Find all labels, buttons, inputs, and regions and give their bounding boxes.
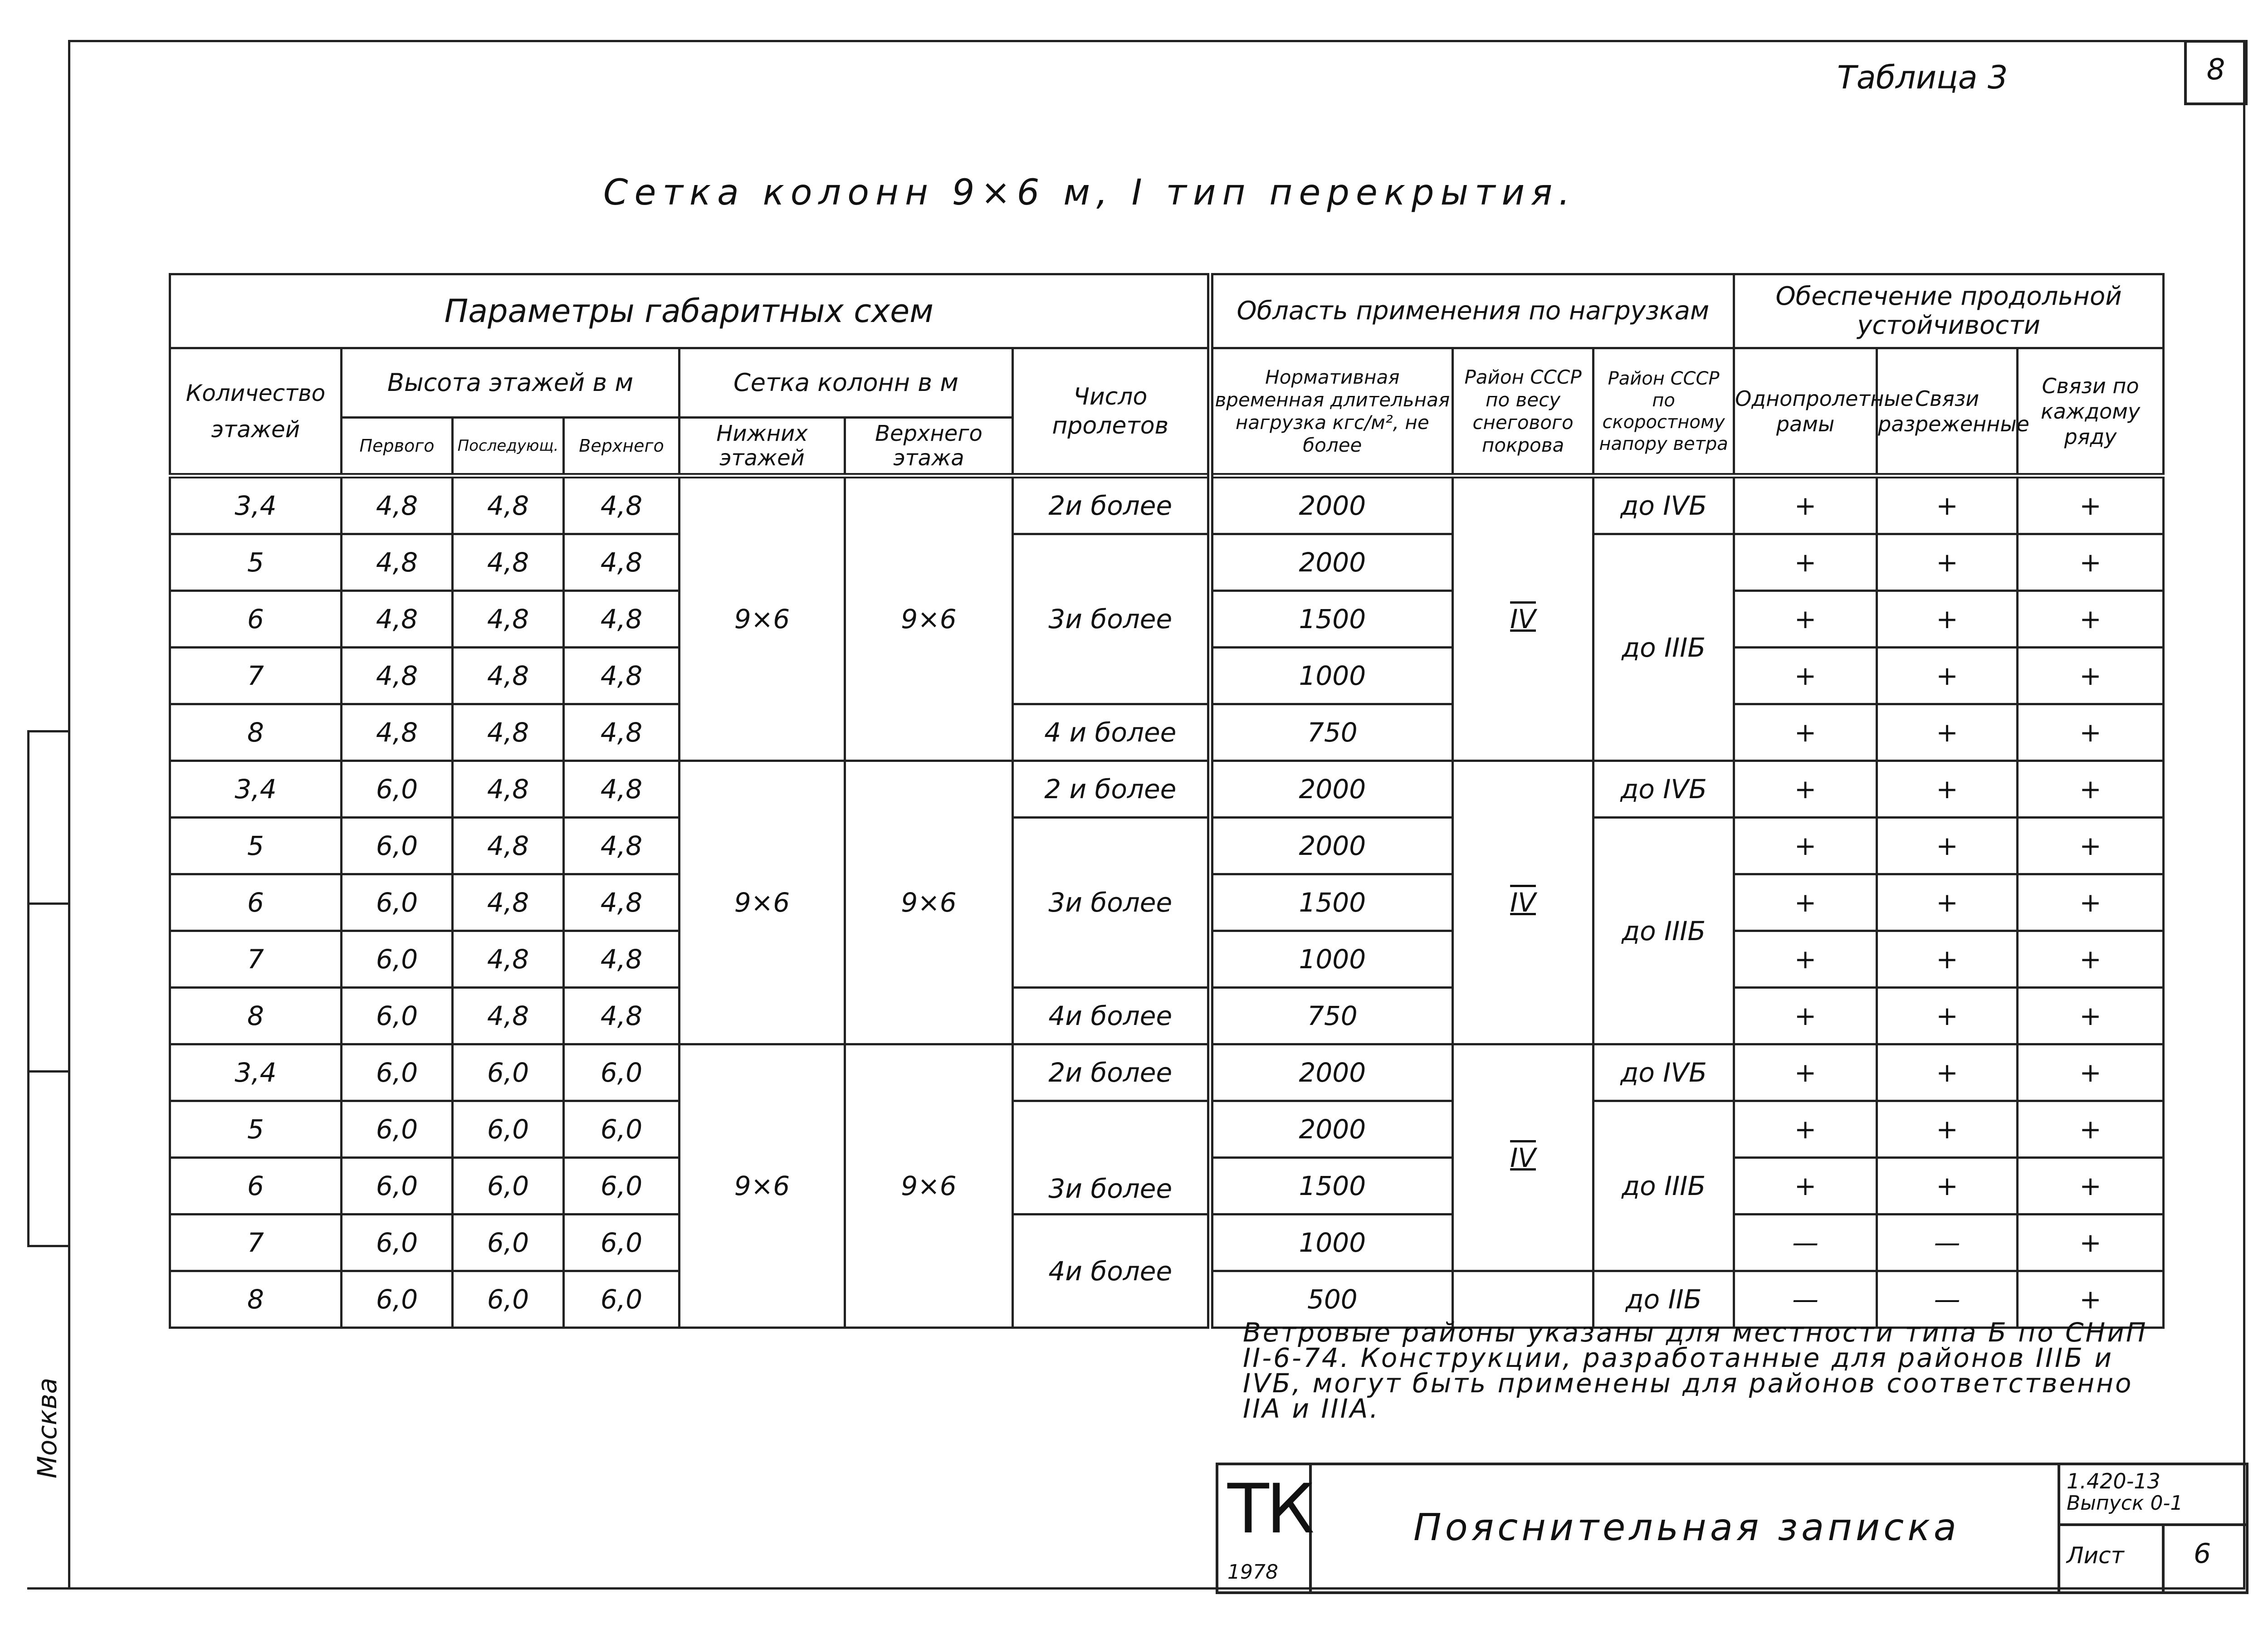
cell-load: 2000 bbox=[1210, 534, 1453, 591]
cell-grid-upper: 9×6 bbox=[845, 761, 1013, 1044]
header-floors-count: Количество этажей bbox=[170, 348, 342, 476]
cell-h2: 4,8 bbox=[453, 988, 564, 1044]
cell-h2: 4,8 bbox=[453, 648, 564, 704]
cell-load: 1500 bbox=[1210, 591, 1453, 648]
cell-h2: 4,8 bbox=[453, 591, 564, 648]
cell-grid-upper: 9×6 bbox=[845, 476, 1013, 761]
cell-floors: 3,4 bbox=[170, 1044, 342, 1101]
cell-bracing-each-row: + bbox=[2018, 931, 2164, 988]
cell-sparse-bracing: + bbox=[1877, 1044, 2018, 1101]
cell-h2: 6,0 bbox=[453, 1215, 564, 1271]
cell-wind-region: до IIБ bbox=[1593, 1271, 1734, 1328]
header-height-last: Последующ. bbox=[453, 418, 564, 476]
cell-h3: 4,8 bbox=[564, 534, 679, 591]
cell-load: 2000 bbox=[1210, 1044, 1453, 1101]
header-grid-upper: Верхнего этажа bbox=[845, 418, 1013, 476]
cell-sparse-bracing: + bbox=[1877, 476, 2018, 534]
cell-sparse-bracing: + bbox=[1877, 874, 2018, 931]
cell-single-span-frames: + bbox=[1734, 761, 1877, 818]
cell-spans: 2и более bbox=[1013, 1044, 1210, 1101]
binding-strip-divider bbox=[27, 902, 68, 905]
cell-h3: 6,0 bbox=[564, 1044, 679, 1101]
header-snow-region: Район СССР по весу снегового покрова bbox=[1453, 348, 1593, 476]
cell-bracing-each-row: + bbox=[2018, 704, 2164, 761]
stamp-issue: Выпуск 0-1 bbox=[2067, 1492, 2183, 1515]
cell-h1: 6,0 bbox=[342, 874, 453, 931]
cell-h1: 4,8 bbox=[342, 534, 453, 591]
cell-h1: 4,8 bbox=[342, 476, 453, 534]
cell-spans: 3и более bbox=[1013, 818, 1210, 988]
cell-bracing-each-row: + bbox=[2018, 1271, 2164, 1328]
cell-h1: 6,0 bbox=[342, 1158, 453, 1215]
cell-bracing-each-row: + bbox=[2018, 1101, 2164, 1158]
cell-h2: 4,8 bbox=[453, 874, 564, 931]
cell-wind-region: до IVБ bbox=[1593, 1044, 1734, 1101]
cell-h2: 4,8 bbox=[453, 761, 564, 818]
main-table bbox=[169, 273, 2165, 1329]
stamp-sheet-divider bbox=[2162, 1523, 2165, 1591]
cell-sparse-bracing: + bbox=[1877, 591, 2018, 648]
cell-bracing-each-row: + bbox=[2018, 874, 2164, 931]
cell-single-span-frames: + bbox=[1734, 818, 1877, 874]
binding-strip bbox=[27, 730, 69, 1247]
header-height-top: Верхнего bbox=[564, 418, 679, 476]
cell-load: 1000 bbox=[1210, 648, 1453, 704]
cell-sparse-bracing: — bbox=[1877, 1215, 2018, 1271]
stamp-sheet-label: Лист bbox=[2067, 1542, 2124, 1569]
cell-floors: 8 bbox=[170, 988, 342, 1044]
cell-sparse-bracing: + bbox=[1877, 1158, 2018, 1215]
cell-h2: 4,8 bbox=[453, 534, 564, 591]
sheet-number: 8 bbox=[2184, 40, 2248, 105]
cell-h1: 4,8 bbox=[342, 704, 453, 761]
cell-h1: 6,0 bbox=[342, 761, 453, 818]
cell-floors: 3,4 bbox=[170, 476, 342, 534]
header-wind-region: Район СССР по скоростному напору ветра bbox=[1593, 348, 1734, 476]
cell-spans: 3и более bbox=[1013, 1101, 1210, 1215]
page-title: Сетка колонн 9×6 м, I тип перекрытия. bbox=[603, 172, 1576, 213]
cell-h2: 6,0 bbox=[453, 1271, 564, 1328]
cell-sparse-bracing: + bbox=[1877, 818, 2018, 874]
stamp-code: 1.420-13 bbox=[2067, 1469, 2160, 1493]
cell-wind-region: до IIIБ bbox=[1593, 818, 1734, 1044]
cell-single-span-frames: + bbox=[1734, 534, 1877, 591]
table-label: Таблица 3 bbox=[1837, 59, 2008, 96]
cell-floors: 8 bbox=[170, 1271, 342, 1328]
cell-single-span-frames: + bbox=[1734, 874, 1877, 931]
cell-floors: 7 bbox=[170, 931, 342, 988]
cell-h3: 6,0 bbox=[564, 1158, 679, 1215]
cell-load: 750 bbox=[1210, 704, 1453, 761]
cell-h2: 6,0 bbox=[453, 1044, 564, 1101]
cell-load: 1500 bbox=[1210, 1158, 1453, 1215]
cell-floors: 6 bbox=[170, 874, 342, 931]
cell-spans: 2 и более bbox=[1013, 761, 1210, 818]
cell-spans: 4и более bbox=[1013, 1215, 1210, 1328]
cell-sparse-bracing: + bbox=[1877, 1101, 2018, 1158]
cell-load: 750 bbox=[1210, 988, 1453, 1044]
cell-load: 2000 bbox=[1210, 476, 1453, 534]
cell-h1: 6,0 bbox=[342, 1044, 453, 1101]
cell-h3: 6,0 bbox=[564, 1101, 679, 1158]
cell-bracing-each-row: + bbox=[2018, 988, 2164, 1044]
cell-wind-region: до IVБ bbox=[1593, 761, 1734, 818]
cell-load: 1000 bbox=[1210, 1215, 1453, 1271]
cell-sparse-bracing: — bbox=[1877, 1271, 2018, 1328]
header-height-first: Первого bbox=[342, 418, 453, 476]
cell-h3: 4,8 bbox=[564, 931, 679, 988]
cell-bracing-each-row: + bbox=[2018, 591, 2164, 648]
frame-top-line bbox=[68, 40, 2245, 42]
cell-h2: 4,8 bbox=[453, 818, 564, 874]
cell-h3: 4,8 bbox=[564, 818, 679, 874]
cell-h1: 6,0 bbox=[342, 1101, 453, 1158]
cell-sparse-bracing: + bbox=[1877, 704, 2018, 761]
cell-load: 2000 bbox=[1210, 761, 1453, 818]
cell-h1: 4,8 bbox=[342, 648, 453, 704]
header-spans: Число пролетов bbox=[1013, 348, 1210, 476]
cell-h2: 4,8 bbox=[453, 931, 564, 988]
cell-bracing-each-row: + bbox=[2018, 1215, 2164, 1271]
cell-h1: 6,0 bbox=[342, 1271, 453, 1328]
cell-h3: 4,8 bbox=[564, 704, 679, 761]
cell-single-span-frames: + bbox=[1734, 988, 1877, 1044]
cell-floors: 5 bbox=[170, 818, 342, 874]
cell-h3: 6,0 bbox=[564, 1215, 679, 1271]
cell-wind-region: до IIIБ bbox=[1593, 534, 1734, 761]
cell-h1: 6,0 bbox=[342, 1215, 453, 1271]
cell-bracing-each-row: + bbox=[2018, 534, 2164, 591]
cell-sparse-bracing: + bbox=[1877, 761, 2018, 818]
cell-h2: 6,0 bbox=[453, 1101, 564, 1158]
cell-grid-lower: 9×6 bbox=[679, 476, 845, 761]
header-floor-height: Высота этажей в м bbox=[342, 348, 679, 418]
cell-wind-region: до IVБ bbox=[1593, 476, 1734, 534]
cell-sparse-bracing: + bbox=[1877, 648, 2018, 704]
cell-h3: 4,8 bbox=[564, 988, 679, 1044]
cell-h1: 6,0 bbox=[342, 931, 453, 988]
cell-bracing-each-row: + bbox=[2018, 648, 2164, 704]
stamp-year: 1978 bbox=[1227, 1561, 1278, 1584]
cell-h3: 4,8 bbox=[564, 648, 679, 704]
header-sparse-bracing: Связи разреженные bbox=[1877, 348, 2018, 476]
cell-h1: 6,0 bbox=[342, 818, 453, 874]
cell-snow-region: IV bbox=[1453, 761, 1593, 1044]
cell-h2: 6,0 bbox=[453, 1158, 564, 1215]
cell-load: 2000 bbox=[1210, 818, 1453, 874]
cell-sparse-bracing: + bbox=[1877, 988, 2018, 1044]
cell-floors: 6 bbox=[170, 1158, 342, 1215]
logo-text: ТК bbox=[1227, 1470, 1312, 1549]
cell-grid-upper: 9×6 bbox=[845, 1044, 1013, 1328]
cell-spans: 4и более bbox=[1013, 988, 1210, 1044]
cell-wind-region: до IIIБ bbox=[1593, 1101, 1734, 1271]
cell-h3: 4,8 bbox=[564, 761, 679, 818]
cell-snow-region: IV bbox=[1453, 1044, 1593, 1271]
cell-bracing-each-row: + bbox=[2018, 761, 2164, 818]
cell-bracing-each-row: + bbox=[2018, 1044, 2164, 1101]
cell-h1: 6,0 bbox=[342, 988, 453, 1044]
binding-strip-divider bbox=[27, 1070, 68, 1073]
side-label: Москва bbox=[32, 1377, 63, 1478]
frame-right-line bbox=[2243, 40, 2245, 1589]
title-block-right-divider bbox=[2058, 1465, 2060, 1591]
cell-single-span-frames: + bbox=[1734, 1158, 1877, 1215]
stamp-sheet-value: 6 bbox=[2194, 1538, 2211, 1570]
cell-sparse-bracing: + bbox=[1877, 534, 2018, 591]
cell-spans: 3и более bbox=[1013, 534, 1210, 704]
cell-h3: 6,0 bbox=[564, 1271, 679, 1328]
header-grid-lower: Нижних этажей bbox=[679, 418, 845, 476]
cell-single-span-frames: — bbox=[1734, 1215, 1877, 1271]
cell-bracing-each-row: + bbox=[2018, 1158, 2164, 1215]
cell-h2: 4,8 bbox=[453, 704, 564, 761]
cell-h3: 4,8 bbox=[564, 476, 679, 534]
cell-single-span-frames: + bbox=[1734, 704, 1877, 761]
cell-load: 1500 bbox=[1210, 874, 1453, 931]
cell-bracing-each-row: + bbox=[2018, 818, 2164, 874]
cell-single-span-frames: + bbox=[1734, 648, 1877, 704]
cell-single-span-frames: + bbox=[1734, 1044, 1877, 1101]
cell-floors: 7 bbox=[170, 648, 342, 704]
title-block bbox=[1216, 1463, 2248, 1594]
cell-sparse-bracing: + bbox=[1877, 931, 2018, 988]
cell-single-span-frames: + bbox=[1734, 476, 1877, 534]
stamp-sheet-row-line bbox=[2058, 1523, 2246, 1526]
cell-floors: 3,4 bbox=[170, 761, 342, 818]
header-bracing-each-row: Связи по каждому ряду bbox=[2018, 348, 2164, 476]
cell-h1: 4,8 bbox=[342, 591, 453, 648]
cell-h2: 4,8 bbox=[453, 476, 564, 534]
group-header-application: Область применения по нагрузкам bbox=[1210, 274, 1734, 348]
cell-single-span-frames: + bbox=[1734, 1101, 1877, 1158]
cell-floors: 5 bbox=[170, 1101, 342, 1158]
cell-floors: 6 bbox=[170, 591, 342, 648]
header-load: Нормативная временная длительная нагрузка кгс/м², не более bbox=[1210, 348, 1453, 476]
cell-floors: 7 bbox=[170, 1215, 342, 1271]
cell-load: 500 bbox=[1210, 1271, 1453, 1328]
cell-single-span-frames: + bbox=[1734, 591, 1877, 648]
group-header-parameters: Параметры габаритных схем bbox=[170, 274, 1210, 348]
cell-floors: 5 bbox=[170, 534, 342, 591]
cell-h3: 4,8 bbox=[564, 874, 679, 931]
cell-snow-region: IV bbox=[1453, 476, 1593, 761]
cell-load: 2000 bbox=[1210, 1101, 1453, 1158]
cell-floors: 8 bbox=[170, 704, 342, 761]
cell-grid-lower: 9×6 bbox=[679, 1044, 845, 1328]
cell-grid-lower: 9×6 bbox=[679, 761, 845, 1044]
cell-h3: 4,8 bbox=[564, 591, 679, 648]
cell-bracing-each-row: + bbox=[2018, 476, 2164, 534]
cell-single-span-frames: + bbox=[1734, 931, 1877, 988]
cell-load: 1000 bbox=[1210, 931, 1453, 988]
header-grid: Сетка колонн в м bbox=[679, 348, 1013, 418]
group-header-stability: Обеспечение продольной устойчивости bbox=[1734, 274, 2164, 348]
cell-spans: 2и более bbox=[1013, 476, 1210, 534]
header-single-span-frames: Однопролетные рамы bbox=[1734, 348, 1877, 476]
cell-spans: 4 и более bbox=[1013, 704, 1210, 761]
stamp-title: Пояснительная записка bbox=[1413, 1506, 1960, 1549]
cell-single-span-frames: — bbox=[1734, 1271, 1877, 1328]
footnote: Ветровые районы указаны для местности типа Б по СНиП II-6-74. Конструкции, разработанные для районов IIIБ и IVБ, могут быть применены для районов соответственно IIА и IIIА. bbox=[1243, 1317, 2148, 1424]
